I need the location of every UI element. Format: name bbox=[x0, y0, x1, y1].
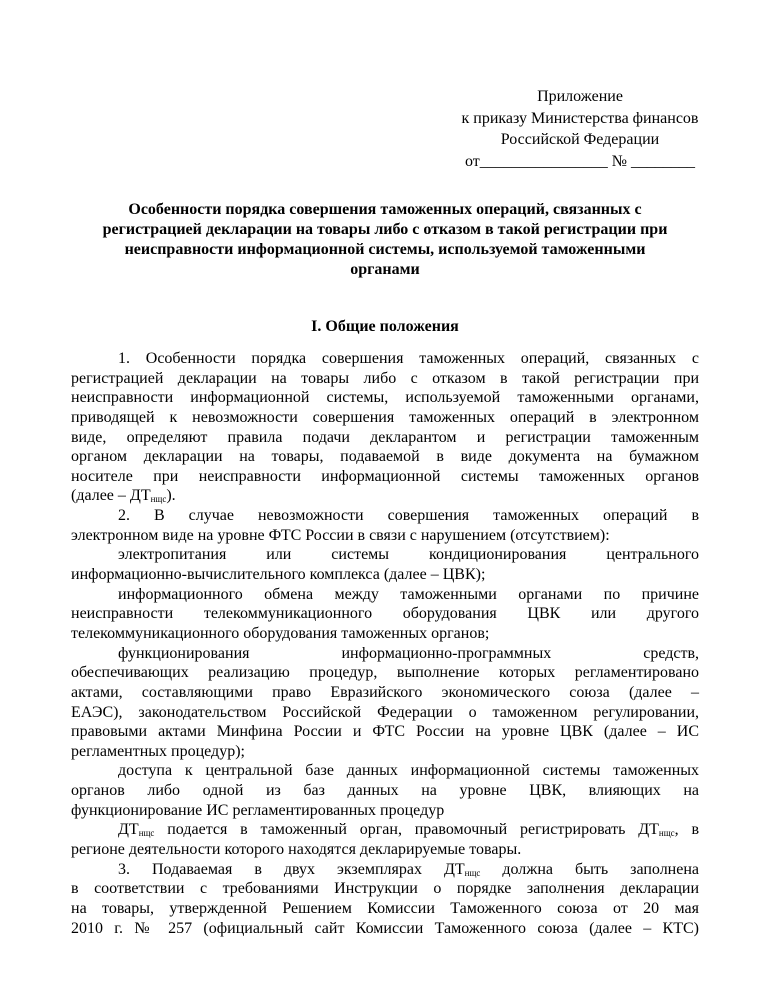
paragraph-line: ЕАЭС), законодательством Российской Федерации о таможенном регулировании, bbox=[71, 703, 699, 721]
text-fragment: 3. Подаваемая в двух экземплярах bbox=[118, 860, 444, 878]
paragraph-line: правовыми актами Минфина России и ФТС России на уровне ЦВК (далее – ИС bbox=[71, 723, 699, 741]
paragraph-line: информационного обмена между таможенными органами по причине bbox=[118, 585, 699, 603]
paragraph-line bbox=[71, 486, 699, 506]
dt-subscript: нщс bbox=[138, 828, 155, 839]
dt-abbreviation: ДТ bbox=[443, 860, 465, 878]
section-heading: I. Общие положения bbox=[311, 318, 459, 335]
paragraph-line: носителе при неисправности информационной системы таможенных органов bbox=[71, 467, 699, 485]
paragraph-line: обеспечивающих реализацию процедур, выполнение которых регламентировано bbox=[71, 664, 699, 682]
title-line: органами bbox=[350, 261, 420, 278]
paragraph-line: доступа к центральной базе данных информационной системы таможенных bbox=[118, 762, 699, 780]
dt-subscript: нщс bbox=[150, 494, 167, 505]
paragraph-line: приводящей к невозможности совершения таможенных операций в электронном bbox=[71, 408, 699, 426]
title-line: регистрацией декларации на товары либо с отказом в такой регистрации при bbox=[102, 221, 668, 238]
dt-subscript: нщс bbox=[658, 828, 675, 839]
text-fragment: подается в таможенный орган, правомочный регистрировать bbox=[154, 821, 639, 839]
title-line: неисправности информационной системы, используемой таможенными bbox=[124, 241, 646, 258]
paragraph-line: функционирования информационно-программных средств, bbox=[118, 644, 699, 662]
paragraph-line: неисправности информационной системы, используемой таможенными органами, bbox=[71, 389, 699, 407]
paragraph-line: в соответствии с требованиями Инструкции о порядке заполнения декларации bbox=[71, 880, 699, 898]
paragraph-line: регионе деятельности которого находятся декларируемые товары. bbox=[71, 841, 522, 859]
paragraph-line: виде, определяют правила подачи декларантом и регистрации таможенным bbox=[71, 428, 699, 446]
dt-abbreviation: ДТ bbox=[118, 821, 139, 839]
document-title bbox=[70, 200, 700, 280]
appendix-header bbox=[440, 86, 720, 172]
document-body bbox=[71, 349, 699, 938]
appendix-date-number-line: от________________ № ________ bbox=[464, 152, 696, 170]
paragraph-line: регистрацией декларации на товары либо с отказом в такой регистрации при bbox=[71, 369, 699, 387]
appendix-line: к приказу Министерства финансов bbox=[461, 109, 699, 127]
paragraph-line: 2. В случае невозможности совершения таможенных операций в bbox=[118, 507, 699, 525]
paragraph-line: органов либо одной из баз данных на уровне ЦВК, влияющих на bbox=[71, 782, 699, 800]
paragraph-line: 2010 г. № 257 (официальный сайт Комиссии Таможенного союза (далее – КТС) bbox=[71, 919, 699, 937]
text-fragment: , в bbox=[674, 821, 700, 839]
paragraph-line: на товары, утвержденной Решением Комиссии Таможенного союза от 20 мая bbox=[71, 899, 699, 917]
text-fragment: должна быть заполнена bbox=[480, 860, 700, 878]
paragraph-line: электропитания или системы кондиционирования центрального bbox=[118, 546, 699, 564]
text-fragment: ). bbox=[166, 487, 176, 505]
title-line: Особенности порядка совершения таможенных операций, связанных с bbox=[128, 201, 642, 218]
paragraph-line bbox=[71, 860, 699, 880]
dt-abbreviation: ДТ bbox=[129, 487, 151, 505]
paragraph-line bbox=[71, 820, 699, 840]
paragraph-line: телекоммуникационного оборудования таможенных органов; bbox=[71, 624, 490, 642]
appendix-line: Приложение bbox=[537, 88, 623, 105]
paragraph-line: электронном виде на уровне ФТС России в связи с нарушением (отсутствием): bbox=[71, 526, 610, 544]
paragraph-line: функционирование ИС регламентированных процедур bbox=[71, 801, 445, 819]
paragraph-line: актами, составляющими право Евразийского экономического союза (далее – bbox=[71, 683, 699, 701]
paragraph-line: органом декларации на товары, подаваемой в виде документа на бумажном bbox=[71, 448, 699, 466]
appendix-line: Российской Федерации bbox=[500, 131, 660, 148]
dt-abbreviation: ДТ bbox=[638, 821, 659, 839]
paragraph-line: неисправности телекоммуникационного оборудования ЦВК или другого bbox=[71, 605, 699, 623]
paragraph-line: регламентных процедур); bbox=[71, 742, 245, 760]
text-fragment: (далее – bbox=[71, 487, 130, 505]
paragraph-line: 1. Особенности порядка совершения таможенных операций, связанных с bbox=[118, 350, 699, 367]
paragraph-line: информационно-вычислительного комплекса (далее – ЦВК); bbox=[71, 566, 486, 584]
dt-subscript: нщс bbox=[464, 867, 481, 878]
